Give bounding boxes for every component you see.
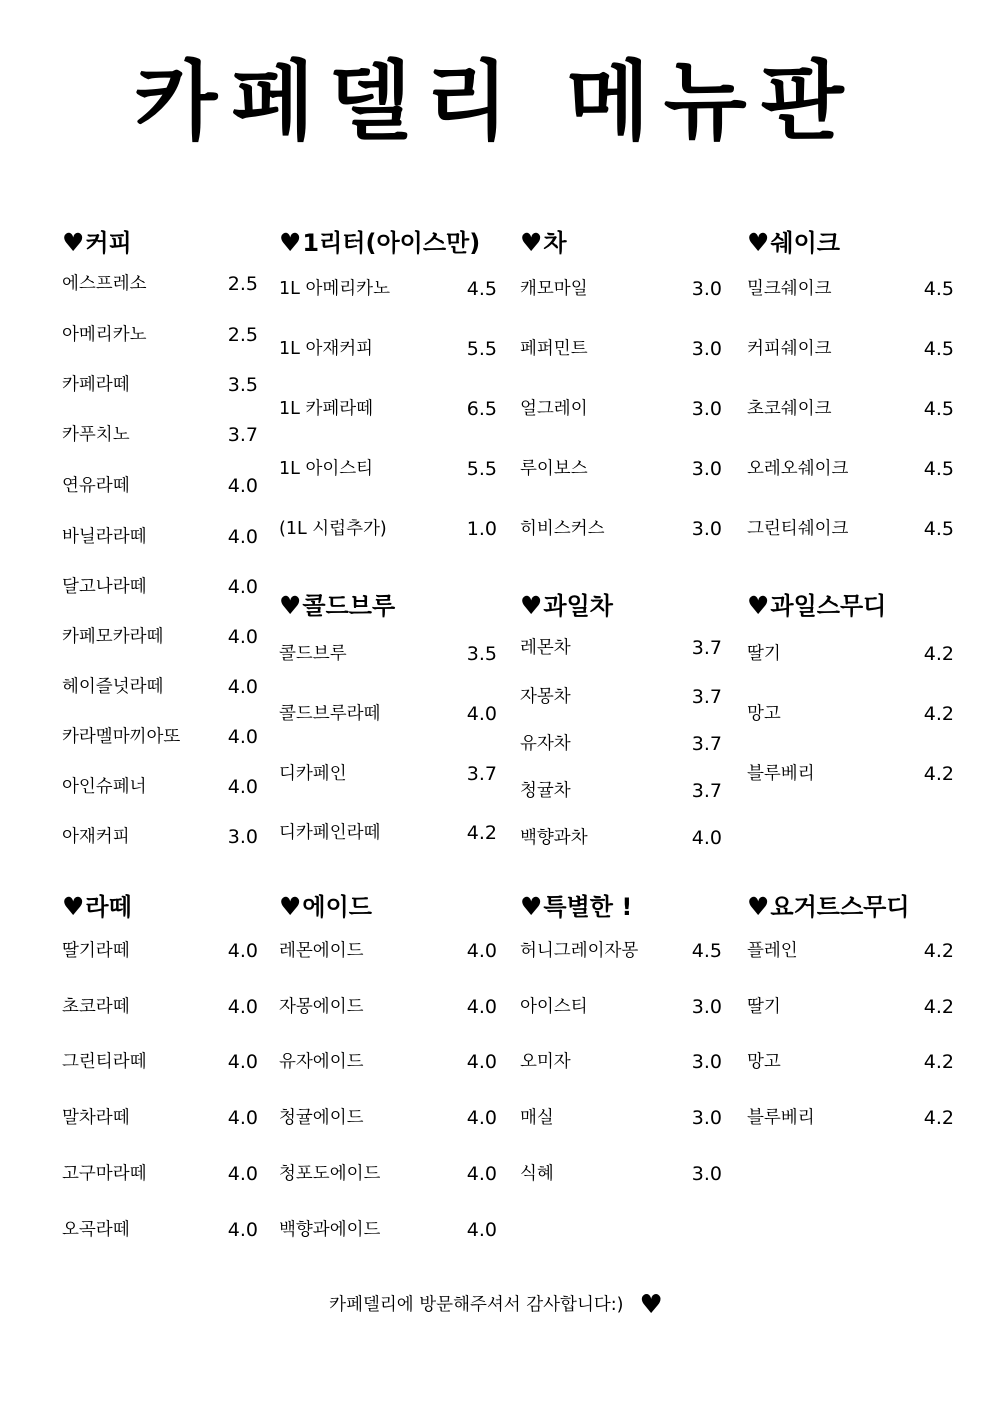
menu-item-price: 4.0	[466, 940, 497, 962]
menu-item-price: 5.5	[466, 458, 497, 480]
menu-item-name: 그린티라떼	[62, 1052, 147, 1072]
menu-item-price: 3.5	[227, 374, 258, 396]
menu-item-price: 3.0	[691, 1051, 722, 1073]
menu-item-price: 4.0	[466, 1107, 497, 1129]
menu-item-name: 캐모마일	[520, 279, 588, 299]
menu-item-price: 4.0	[227, 475, 258, 497]
menu-item-price: 4.2	[923, 763, 954, 785]
menu-item-name: 얼그레이	[520, 399, 588, 419]
footer-text: 카페델리에 방문해주셔서 감사합니다:)	[329, 1295, 624, 1315]
menu-item-name: 오미자	[520, 1052, 571, 1072]
menu-item-price: 3.0	[691, 1107, 722, 1129]
menu-item-price: 4.5	[923, 398, 954, 420]
menu-item-price: 3.5	[466, 643, 497, 665]
menu-item-name: 청귤에이드	[279, 1108, 364, 1128]
menu-item-name: 카페모카라떼	[62, 627, 164, 647]
menu-item-price: 3.0	[691, 996, 722, 1018]
menu-item-name: 딸기	[747, 997, 781, 1017]
section-heading	[279, 893, 372, 921]
menu-item-name: 페퍼민트	[520, 339, 588, 359]
section-heading	[520, 592, 613, 620]
menu-item-name: 자몽차	[520, 687, 571, 707]
heart-icon: ♥	[279, 892, 302, 921]
menu-item-price: 4.0	[227, 526, 258, 548]
menu-item-name: 오곡라떼	[62, 1220, 130, 1240]
menu-item-name: 커피쉐이크	[747, 339, 832, 359]
section-heading-label: 차	[543, 229, 567, 257]
menu-item-price: 3.7	[691, 780, 722, 802]
section-heading	[520, 893, 632, 921]
menu-item-name: 아메리카노	[62, 325, 147, 345]
menu-item-price: 4.0	[466, 1219, 497, 1241]
menu-item-price: 4.0	[466, 1051, 497, 1073]
menu-item-price: 4.5	[923, 458, 954, 480]
menu-section	[62, 893, 258, 1260]
menu-item-name: 1L 아이스티	[279, 459, 374, 479]
menu-item-price: 2.5	[227, 273, 258, 295]
menu-item-price: 4.0	[227, 1163, 258, 1185]
menu-section	[520, 592, 722, 868]
menu-item-price: 3.0	[227, 826, 258, 848]
section-heading-label: 과일차	[543, 592, 613, 620]
menu-item-name: 1L 아메리카노	[279, 279, 390, 299]
menu-item-name: 카라멜마끼아또	[62, 727, 181, 747]
menu-item-name: 블루베리	[747, 764, 815, 784]
menu-item-name: 히비스커스	[520, 519, 605, 539]
menu-item-name: 1L 카페라떼	[279, 399, 374, 419]
heart-icon: ♥	[62, 892, 85, 921]
section-heading-label: 콜드브루	[302, 592, 396, 620]
menu-item-price: 3.7	[691, 637, 722, 659]
menu-item-name: 오레오쉐이크	[747, 459, 849, 479]
heart-icon: ♥	[520, 228, 543, 257]
menu-item-name: 콜드브루	[279, 644, 347, 664]
menu-item-price: 4.0	[227, 626, 258, 648]
menu-item-price: 4.2	[923, 1051, 954, 1073]
menu-item-price: 4.2	[923, 703, 954, 725]
menu-item-price: 4.2	[923, 643, 954, 665]
menu-item-name: 아이스티	[520, 997, 588, 1017]
menu-section	[520, 893, 722, 1204]
menu-item-name: 루이보스	[520, 459, 588, 479]
section-heading-label: 특별한 !	[543, 893, 633, 921]
menu-section	[279, 592, 497, 863]
menu-item-price: 4.0	[227, 576, 258, 598]
section-heading	[279, 592, 395, 620]
section-heading-label: 과일스무디	[770, 592, 887, 620]
menu-section	[62, 229, 258, 867]
section-heading	[747, 229, 840, 257]
menu-item-name: 유자차	[520, 734, 571, 754]
footer	[0, 1290, 992, 1320]
menu-item-price: 4.0	[227, 1219, 258, 1241]
menu-item-name: 디카페인라떼	[279, 823, 381, 843]
section-heading-label: 1리터(아이스만)	[302, 229, 481, 257]
menu-item-price: 4.0	[227, 676, 258, 698]
menu-item-price: 3.7	[691, 733, 722, 755]
menu-item-price: 3.0	[691, 518, 722, 540]
heart-icon: ♥	[279, 228, 302, 257]
menu-item-name: 초코라떼	[62, 997, 130, 1017]
menu-item-name: 망고	[747, 1052, 781, 1072]
menu-item-name: 매실	[520, 1108, 554, 1128]
menu-item-name: 헤이즐넛라떼	[62, 677, 164, 697]
section-heading-label: 쉐이크	[770, 229, 840, 257]
section-heading-label: 라떼	[85, 893, 132, 921]
menu-item-price: 1.0	[466, 518, 497, 540]
menu-item-price: 4.0	[691, 827, 722, 849]
menu-item-price: 4.5	[923, 518, 954, 540]
heart-icon: ♥	[747, 228, 770, 257]
menu-item-price: 3.0	[691, 1163, 722, 1185]
menu-section	[747, 229, 954, 559]
menu-item-name: 초코쉐이크	[747, 399, 832, 419]
heart-icon: ♥	[62, 228, 85, 257]
menu-item-price: 4.0	[227, 940, 258, 962]
menu-item-price: 3.7	[227, 424, 258, 446]
section-heading	[279, 229, 480, 257]
menu-item-name: 에스프레소	[62, 274, 147, 294]
menu-item-name: 레몬에이드	[279, 941, 364, 961]
menu-item-name: 레몬차	[520, 638, 571, 658]
menu-item-name: 딸기	[747, 644, 781, 664]
menu-item-name: 유자에이드	[279, 1052, 364, 1072]
menu-item-price: 3.0	[691, 398, 722, 420]
heart-icon: ♥	[520, 892, 543, 921]
section-heading	[62, 893, 132, 921]
menu-section	[520, 229, 722, 559]
menu-item-name: 식혜	[520, 1164, 554, 1184]
menu-item-price: 4.0	[466, 996, 497, 1018]
section-heading	[747, 592, 886, 620]
menu-item-price: 4.2	[923, 996, 954, 1018]
menu-item-price: 4.0	[227, 1051, 258, 1073]
menu-item-price: 3.7	[466, 763, 497, 785]
menu-item-name: 아재커피	[62, 827, 130, 847]
menu-item-price: 4.0	[227, 996, 258, 1018]
menu-item-name: 백향과에이드	[279, 1220, 381, 1240]
menu-item-price: 4.0	[227, 726, 258, 748]
menu-item-price: 2.5	[227, 324, 258, 346]
menu-item-price: 4.5	[923, 338, 954, 360]
menu-item-price: 4.5	[923, 278, 954, 300]
menu-title: 카페델리 메뉴판	[134, 52, 858, 152]
menu-item-price: 4.0	[466, 1163, 497, 1185]
menu-item-price: 4.2	[466, 822, 497, 844]
menu-section	[279, 893, 497, 1260]
menu-item-price: 6.5	[466, 398, 497, 420]
menu-item-price: 3.0	[691, 458, 722, 480]
menu-item-name: 카푸치노	[62, 425, 130, 445]
section-heading	[747, 893, 910, 921]
menu-item-price: 4.5	[466, 278, 497, 300]
menu-item-name: 블루베리	[747, 1108, 815, 1128]
menu-item-name: 말차라떼	[62, 1108, 130, 1128]
menu-item-name: (1L 시럽추가)	[279, 519, 387, 539]
menu-item-price: 4.5	[691, 940, 722, 962]
menu-item-price: 5.5	[466, 338, 497, 360]
menu-section	[279, 229, 497, 559]
menu-item-price: 4.2	[923, 1107, 954, 1129]
menu-item-name: 그린티쉐이크	[747, 519, 849, 539]
menu-section	[747, 893, 954, 1148]
menu-item-name: 망고	[747, 704, 781, 724]
section-heading-label: 커피	[85, 229, 132, 257]
menu-item-name: 1L 아재커피	[279, 339, 374, 359]
menu-item-name: 밀크쉐이크	[747, 279, 832, 299]
menu-item-name: 콜드브루라떼	[279, 704, 381, 724]
heart-icon: ♥	[747, 591, 770, 620]
menu-item-name: 고구마라떼	[62, 1164, 147, 1184]
menu-section	[747, 592, 954, 804]
menu-item-name: 디카페인	[279, 764, 347, 784]
menu-item-name: 백향과차	[520, 828, 588, 848]
menu-item-name: 연유라떼	[62, 476, 130, 496]
section-heading-label: 요거트스무디	[770, 893, 910, 921]
menu-item-name: 자몽에이드	[279, 997, 364, 1017]
menu-item-name: 딸기라떼	[62, 941, 130, 961]
menu-item-price: 4.0	[466, 703, 497, 725]
menu-item-price: 3.7	[691, 686, 722, 708]
heart-icon: ♥	[747, 892, 770, 921]
menu-item-name: 청귤차	[520, 781, 571, 801]
section-heading-label: 에이드	[302, 893, 372, 921]
heart-icon: ♥	[639, 1290, 663, 1320]
menu-item-name: 아인슈페너	[62, 777, 147, 797]
heart-icon: ♥	[520, 591, 543, 620]
section-heading	[520, 229, 567, 257]
menu-item-price: 3.0	[691, 278, 722, 300]
menu-item-name: 바닐라라떼	[62, 527, 147, 547]
menu-item-price: 4.0	[227, 1107, 258, 1129]
menu-item-price: 3.0	[691, 338, 722, 360]
menu-item-name: 플레인	[747, 941, 798, 961]
menu-item-name: 달고나라떼	[62, 577, 147, 597]
menu-item-price: 4.0	[227, 776, 258, 798]
section-heading	[62, 229, 132, 257]
menu-item-name: 청포도에이드	[279, 1164, 381, 1184]
menu-item-name: 허니그레이자몽	[520, 941, 639, 961]
menu-item-price: 4.2	[923, 940, 954, 962]
heart-icon: ♥	[279, 591, 302, 620]
menu-item-name: 카페라떼	[62, 375, 130, 395]
